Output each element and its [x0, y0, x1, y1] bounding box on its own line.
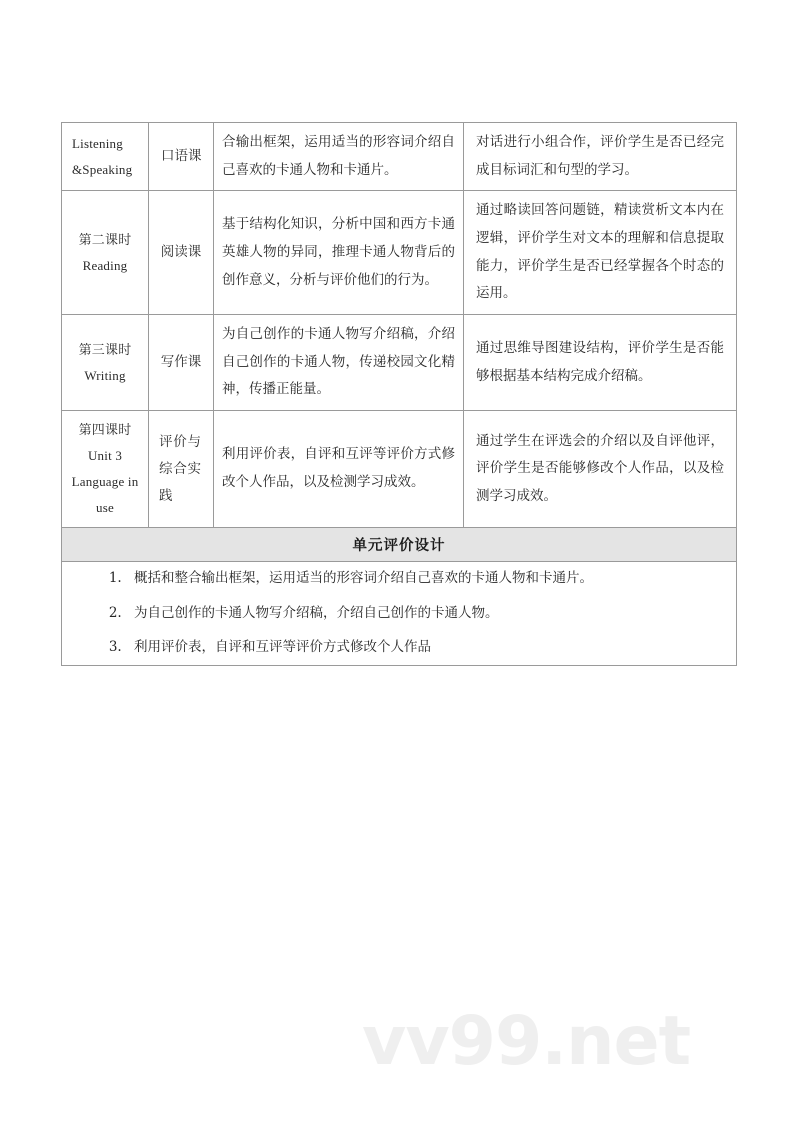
lesson-content-cell: 合输出框架，运用适当的形容词介绍自己喜欢的卡通人物和卡通片。 — [214, 123, 464, 191]
unit-evaluation-header-row — [62, 528, 737, 562]
lesson-content-cell: 基于结构化知识，分析中国和西方卡通英雄人物的异同，推理卡通人物背后的创作意义，分析与评价他们的行为。 — [214, 191, 464, 315]
lesson-type-cell: 评价与综合实践 — [149, 411, 214, 528]
lesson-name-cell: Listening &Speaking — [62, 123, 149, 191]
list-item: 3. 利用评价表，自评和互评等评价方式修改个人作品 — [126, 637, 708, 659]
lesson-content-cell: 利用评价表，自评和互评等评价方式修改个人作品，以及检测学习成效。 — [214, 411, 464, 528]
unit-evaluation-list-cell — [62, 562, 737, 666]
lesson-evaluation-cell: 通过略读回答问题链，精读赏析文本内在逻辑，评价学生对文本的理解和信息提取能力，评价学生是否已经掌握各个时态的运用。 — [464, 191, 737, 315]
lesson-type-cell: 写作课 — [149, 315, 214, 411]
unit-evaluation-list — [70, 568, 728, 659]
unit-evaluation-list-row — [62, 562, 737, 666]
lesson-evaluation-cell: 通过思维导图建设结构，评价学生是否能够根据基本结构完成介绍稿。 — [464, 315, 737, 411]
lesson-name-cell: 第四课时 Unit 3 Language in use — [62, 411, 149, 528]
list-item: 2. 为自己创作的卡通人物写介绍稿，介绍自己创作的卡通人物。 — [126, 603, 708, 625]
table-row — [62, 191, 737, 315]
lesson-type-cell: 口语课 — [149, 123, 214, 191]
unit-lesson-plan-table — [61, 122, 737, 666]
lesson-name-cell: 第二课时 Reading — [62, 191, 149, 315]
lesson-content-cell: 为自己创作的卡通人物写介绍稿，介绍自己创作的卡通人物，传递校园文化精神，传播正能量。 — [214, 315, 464, 411]
table-row — [62, 315, 737, 411]
lesson-evaluation-cell: 通过学生在评选会的介绍以及自评他评，评价学生是否能够修改个人作品，以及检测学习成效。 — [464, 411, 737, 528]
lesson-name-cell: 第三课时 Writing — [62, 315, 149, 411]
site-watermark: vv99.net — [362, 1002, 691, 1081]
lesson-evaluation-cell: 对话进行小组合作，评价学生是否已经完成目标词汇和句型的学习。 — [464, 123, 737, 191]
table-row — [62, 411, 737, 528]
unit-evaluation-heading: 单元评价设计 — [62, 528, 737, 562]
list-item: 1. 概括和整合输出框架，运用适当的形容词介绍自己喜欢的卡通人物和卡通片。 — [126, 568, 708, 590]
lesson-type-cell: 阅读课 — [149, 191, 214, 315]
table-row — [62, 123, 737, 191]
